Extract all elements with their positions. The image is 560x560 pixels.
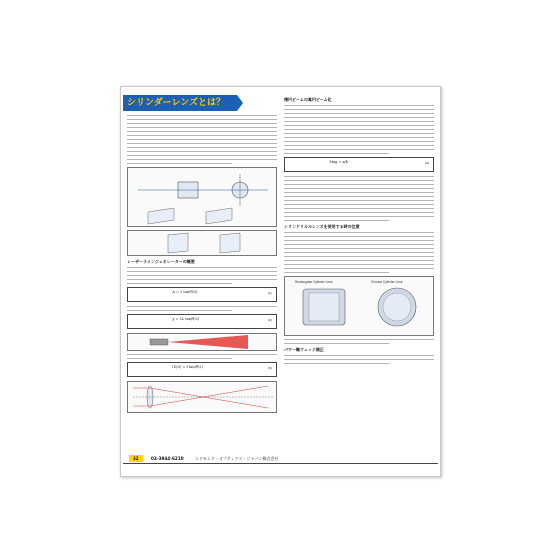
- company-name: エドモンド・オプティクス・ジャパン株式会社: [195, 456, 279, 461]
- intro-paragraph: [127, 115, 277, 164]
- left-column: [127, 115, 277, 416]
- cylinder-lens-figure-1: [127, 167, 277, 227]
- lens-shape-figure: [284, 276, 434, 336]
- lens-shape-diagram: [285, 277, 435, 335]
- page-number: 32: [129, 455, 143, 462]
- document-page: [120, 86, 441, 477]
- section-heading-wedge: パワー軸ウェッジ補正: [284, 347, 324, 353]
- rectangular-lens-label: Rectangular Cylinder Lens: [295, 280, 333, 285]
- laser-line-figure: [127, 333, 277, 351]
- equation-1: A = 2 tan(θ/2) (1): [127, 287, 277, 302]
- section-heading-ellipse-beam: 楕円ビームの真円ビーム化: [284, 97, 332, 102]
- laser-line-paragraph: [127, 267, 277, 284]
- page-title-banner: [123, 95, 237, 111]
- circular-lens-label: Circular Cylinder Lens: [371, 280, 403, 285]
- section-heading-cylinder-caution: シリンドリカルレンズを使用する時の注意: [284, 224, 360, 230]
- equation-2: y = 2L tan(θ/2) (2): [127, 314, 277, 329]
- beam-focus-diagram: [128, 382, 278, 412]
- beam-focus-figure: [127, 381, 277, 413]
- banner-arrow-decoration: [237, 95, 243, 111]
- equation-4: Mag = a/b (4): [284, 157, 434, 172]
- cylinder-lens-figure-2: [127, 230, 277, 256]
- page-footer: [123, 454, 438, 464]
- page-title: シリンダーレンズとは？: [127, 98, 225, 108]
- footer-rule: [123, 463, 438, 464]
- section-heading-laser-line: レーザーラインジェネレーターの概要: [127, 259, 195, 264]
- cylinder-lens-diagram-2: [128, 231, 278, 255]
- right-column: [284, 94, 434, 367]
- phone-number: 03-3944-6210: [151, 456, 184, 461]
- laser-fan-diagram: [128, 334, 278, 350]
- equation-3: (D/2) = f tan(θ/2) (3): [127, 362, 277, 377]
- cylinder-lens-diagram-1: [128, 168, 278, 226]
